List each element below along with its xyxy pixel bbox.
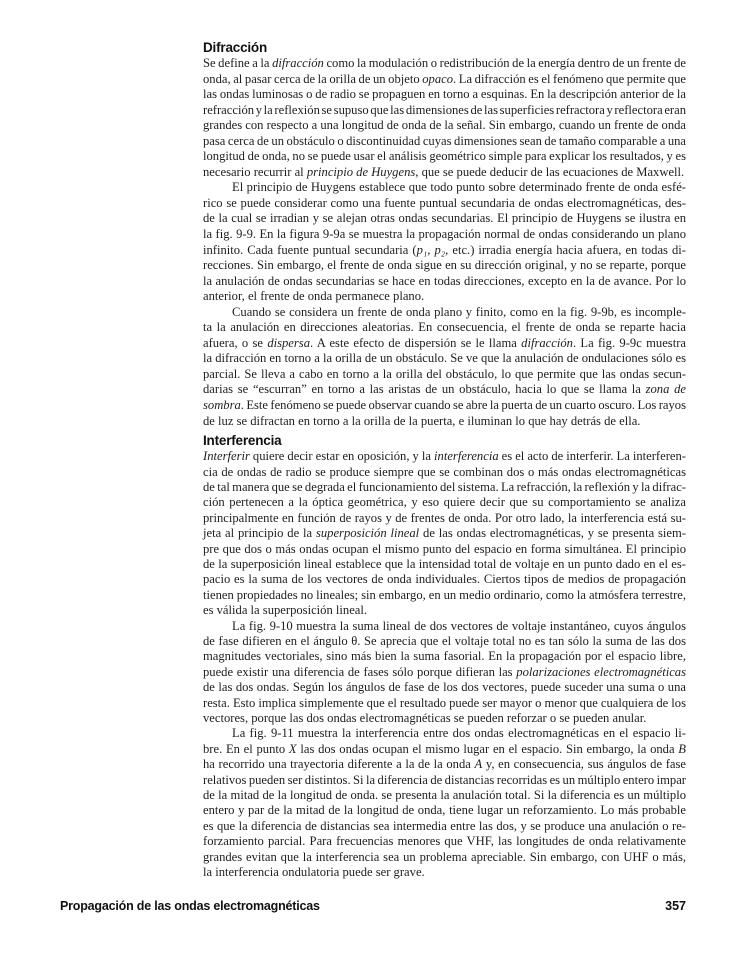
text-line: la anulación de ondas secundarias se hace en todas direcciones, excepto en la de avance. Por lo [203, 273, 686, 288]
text-line: relativos pueden ser distintos. Si la diferencia de distancias recorridas es un múltiplo entero impar [203, 772, 686, 787]
text-line: de fase difieren en el ángulo θ. Se aprecia que el voltaje total no es tan sólo la suma de las dos [203, 634, 686, 648]
text-line: grandes con respecto a una longitud de onda de la señal. Sin embargo, cuando un frente de onda [203, 118, 686, 133]
text-line: es válida la superposición lineal. [203, 603, 368, 618]
emphasis: difracción [521, 335, 573, 350]
text-line: pacio es la suma de los vectores de onda individuales. Ciertos tipos de medios de propagación [203, 572, 686, 587]
text-line: La fig. 9-10 muestra la suma lineal de dos vectores de voltaje instantáneo, cuyos ángulos [232, 618, 686, 633]
text-line: principalmente en función de rayos y de frentes de onda. Por otro lado, la interferencia está su- [203, 510, 686, 525]
text-line: de luz se difractan en torno a la orilla de la puerta, e iluminan lo que hay detrás de ella. [203, 413, 641, 428]
text-line: la interferencia ondulatoria puede ser grave. [203, 865, 425, 880]
emphasis: opaco [422, 71, 454, 86]
paragraph [203, 56, 686, 180]
text-line: vectores, porque las dos ondas electromagnéticas se pueden reforzar o se pueden anular. [203, 711, 647, 726]
text-line: puede existir una diferencia de fases sólo porque difieran las polarizaciones electromagnéticas [203, 664, 687, 679]
text-line: El principio de Huygens establece que todo punto sobre determinado frente de onda esfé- [232, 180, 686, 195]
paragraph [203, 726, 686, 880]
emphasis: difracción [272, 56, 324, 70]
text-line: longitud de onda, no se puede usar el análisis geométrico simple para explicar los resultados, y es [203, 149, 686, 164]
running-footer-title: Propagación de las ondas electromagnéticas [60, 899, 320, 913]
text-line: de las dos ondas. Según los ángulos de fase de los dos vectores, puede suceder una suma o una [203, 680, 686, 695]
emphasis: Interferir [203, 449, 250, 464]
text-line: parcial. Se lleva a cabo en torno a la orilla del obstáculo, lo que permite que las ondas secun- [203, 366, 686, 381]
paragraph [203, 305, 686, 429]
text-line: necesario recurrir al principio de Huygens, que se puede deducir de las ecuaciones de Maxwell. [203, 164, 685, 179]
text-line: la fig. 9-9. En la figura 9-9a se muestra la propagación normal de ondas considerando un plano [203, 227, 686, 242]
text-line: de la cual se irradian y se alejan otras ondas secundarias. El principio de Huygens se ilustra en [203, 211, 686, 226]
paragraph [203, 180, 686, 304]
text-line: onda, al pasar cerca de la orilla de un objeto opaco. La difracción es el fenómeno que permite que [203, 71, 686, 86]
text-line: darias se “escurran” en torno a las aristas de un obstáculo, hacia lo que se llama la zona de [203, 382, 686, 397]
text-line: las ondas luminosas o de radio se propaguen en torno a esquinas. En la descripción anterior de la [203, 87, 686, 102]
text-line: resta. Esto implica simplemente que el resultado puede ser mayor o menor que cualquiera de los [203, 695, 686, 710]
text-line: magnitudes vectoriales, sino más bien la suma fasorial. En la propagación por el espacio libre, [203, 649, 686, 664]
paragraph [203, 619, 686, 727]
section-interferencia [203, 433, 686, 880]
text-line: entero y par de la mitad de la longitud de onda, tiene lugar un reforzamiento. Lo más probable [203, 803, 686, 818]
emphasis: B [678, 741, 686, 756]
emphasis: zona de [645, 382, 686, 397]
emphasis: dispersa [267, 335, 310, 350]
emphasis: p₂ [434, 242, 446, 257]
text-line: de la superposición lineal establece que la intensidad total de voltaje en un punto dado en el es- [203, 556, 686, 571]
emphasis: sombra [203, 398, 241, 413]
section-difraccion [203, 40, 686, 429]
text-line: pre que dos o más ondas ocupan el mismo punto del espacio en forma simultánea. El principio [203, 541, 686, 556]
text-line: anterior, el frente de onda permanece plano. [203, 289, 425, 304]
emphasis: p₁ [416, 242, 428, 257]
text-line: ha recorrido una trayectoria diferente a la de la onda A y, en consecuencia, sus ángulos de fase [203, 757, 686, 772]
text-line: sombra. Este fenómeno se puede observar cuando se abre la puerta de un cuarto oscuro. Los rayos [203, 398, 686, 413]
text-line: de la mitad de la longitud de onda. se presenta la anulación total. Si la diferencia es un múltiplo [203, 788, 686, 803]
emphasis: polarizaciones electromagnéticas [516, 664, 687, 679]
section-paragraphs [203, 56, 686, 429]
text-line: la difracción en torno a la orilla de un obstáculo. Se ve que la anulación de ondulaciones sólo es [203, 351, 686, 366]
text-line: Cuando se considera un frente de onda plano y finito, como en la fig. 9-9b, es incomple- [232, 304, 686, 319]
text-line: cia de ondas de radio se produce siempre que se combinan dos o más ondas electromagnéticas [203, 464, 686, 479]
text-line: de tal manera que se degrada el funcionamiento del sistema. La refracción, la reflexión y la difrac- [203, 479, 686, 494]
text-line: forzamiento parcial. Para frecuencias menores que VHF, las longitudes de onda relativamente [203, 834, 686, 849]
paragraph [203, 449, 686, 618]
emphasis: superposición lineal [315, 526, 420, 541]
emphasis: X [288, 741, 297, 756]
text-line: La fig. 9-11 muestra la interferencia entre dos ondas electromagnéticas en el espacio li- [232, 726, 686, 741]
text-line: es que la diferencia de distancias sea intermedia entre las dos, y se produce una anulación o re- [203, 818, 686, 833]
page-body [203, 40, 686, 881]
text-line: recciones. Sin embargo, el frente de onda sigue en su dirección original, y no se reparte, porque [203, 258, 686, 273]
text-line: Se define a la difracción como la modulación o redistribución de la energía dentro de un frente de [203, 56, 686, 70]
text-line: jeta al principio de la superposición lineal de las ondas electromagnéticas, y se presenta siem- [203, 526, 687, 541]
text-line: ta la anulación en direcciones aleatorias. En consecuencia, el frente de onda se reparte hacia [203, 320, 686, 335]
emphasis: principio de Huygens [306, 164, 416, 179]
section-heading: Difracción [203, 40, 268, 55]
emphasis: A [474, 757, 483, 772]
text-line: tienen propiedades no lineales; sin embargo, en un medio ordinario, como la atmósfera terrestre, [203, 587, 686, 602]
text-line: afuera, o se dispersa. A este efecto de dispersión se le llama difracción. La fig. 9-9c muestra [203, 335, 686, 350]
text-line: rico se puede considerar como una fuente puntual secundaria de ondas electromagnéticas, des- [203, 195, 686, 210]
text-line: ción pertenecen a la óptica geométrica, y eso quiere decir que su comportamiento se analiza [203, 495, 686, 510]
section-paragraphs [203, 449, 686, 880]
page-number: 357 [665, 899, 686, 913]
text-line: refracción y la reflexión se supuso que las dimensiones de las superficies refractora y reflectora eran [203, 102, 686, 117]
text-line: grandes evitan que la interferencia sea un problema apreciable. Sin embargo, con UHF o más, [203, 849, 686, 864]
text-line: bre. En el punto X las dos ondas ocupan el mismo lugar en el espacio. Sin embargo, la onda B [203, 741, 686, 756]
section-heading: Interferencia [203, 433, 282, 449]
text-line: infinito. Cada fuente puntual secundaria (p₁, p₂, etc.) irradia energía hacia afuera, en todas di- [203, 242, 686, 257]
text-line: Interferir quiere decir estar en oposición, y la interferencia es el acto de interferir. La interferen- [203, 449, 686, 464]
text-line: pasa cerca de un obstáculo o discontinuidad cuyas dimensiones sean de tamaño comparable a una [203, 133, 686, 148]
emphasis: interferencia [434, 449, 499, 464]
